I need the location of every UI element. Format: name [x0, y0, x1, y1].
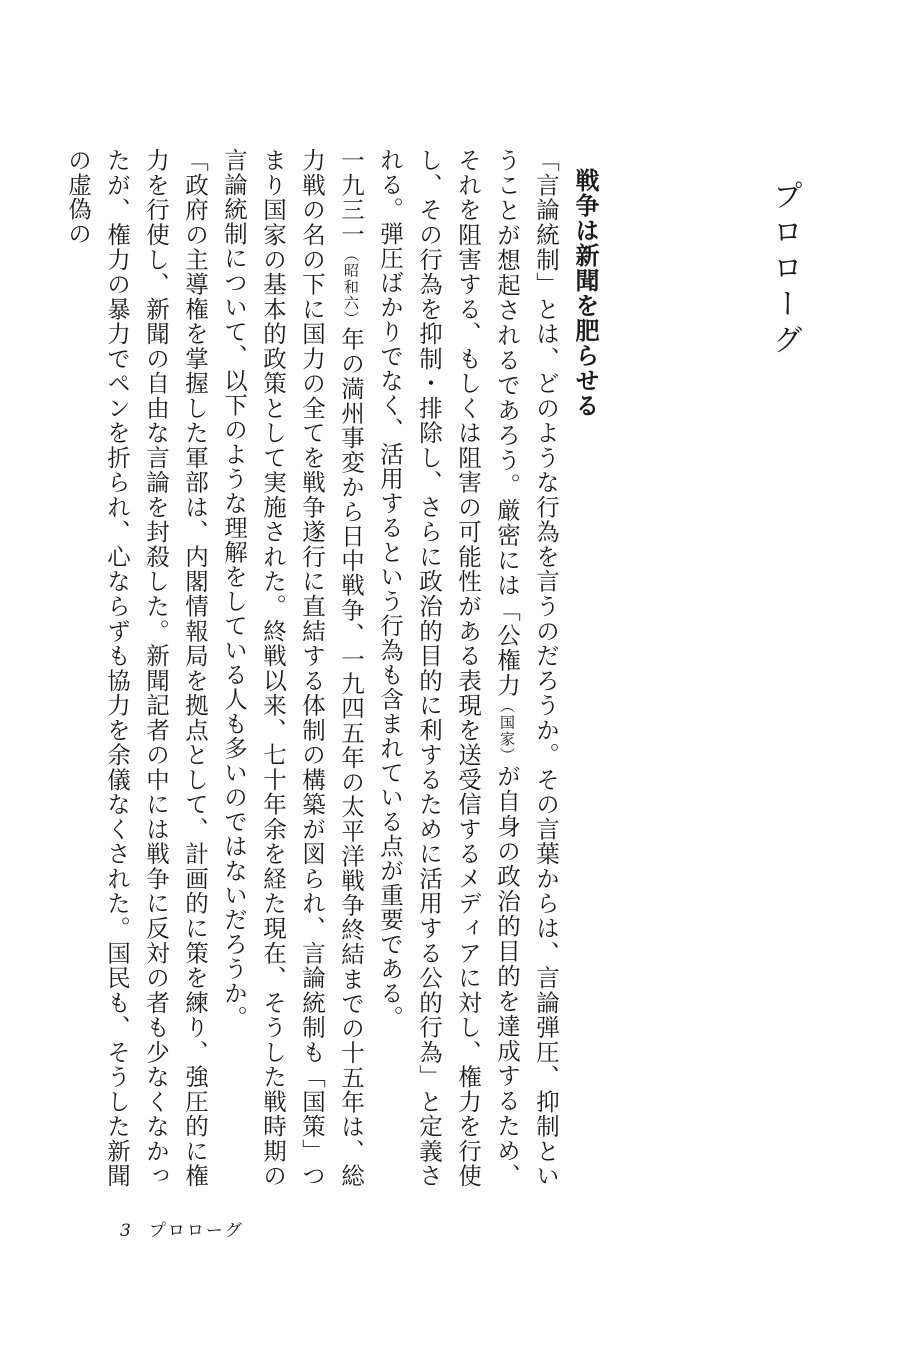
running-head: プロローグ	[148, 1221, 244, 1241]
section-heading: 戦争は新聞を肥らせる	[571, 168, 599, 418]
page-number: 3	[120, 1221, 131, 1241]
text-span: が自身の政治的目的を達成するため、それを阻害する、もしくは阻害の可能性がある表現を送受信するメディアに対し、権力を行使し、その行為を抑制・排除し、さらに政治的目的に利するために活用する公的行為」と定義される。弾圧ばかりでなく、活用するという行為も含まれている点が重要である。	[376, 148, 521, 1189]
chapter-title: プロローグ	[767, 180, 802, 360]
body-text	[64, 148, 604, 1189]
paragraph-3	[58, 148, 214, 1188]
paragraph-2	[214, 148, 370, 1188]
text-span: 一九三一	[337, 148, 365, 247]
paragraph-1	[370, 148, 565, 1188]
text-span: 年の満州事変から日中戦争、一九四五年の太平洋戦争終結までの十五年は、総力戦の名の下に国力の全てを戦争遂行に直結する体制の構築が図られ、言論統制も「国策」つまり国家の基本的政策として実施された。終戦以来、七十年余を経た現在、そうした戦時期の言論統制について、以下のような理解をしている人も多いのではないだろうか。	[220, 148, 365, 1189]
inline-note: （昭和六）	[342, 246, 360, 327]
inline-note: （国家）	[498, 697, 516, 764]
text-span: 「言論統制」とは、どのような行為を言うのだろうか。その言葉からは、言論弾圧、抑制ということが想起されるであろう。厳密には「公権力	[493, 148, 560, 1188]
page-footer	[120, 1216, 244, 1244]
text-span: 「政府の主導権を掌握した軍部は、内閣情報局を拠点として、計画的に策を練り、強圧的に権力を行使し、新聞の自由な言論を封殺した。新聞記者の中には戦争に反対の者も少なくなかったが、権力の暴力でペンを折られ、心ならずも協力を余儀なくされた。国民も、そうした新聞の虚偽の	[64, 148, 209, 1189]
